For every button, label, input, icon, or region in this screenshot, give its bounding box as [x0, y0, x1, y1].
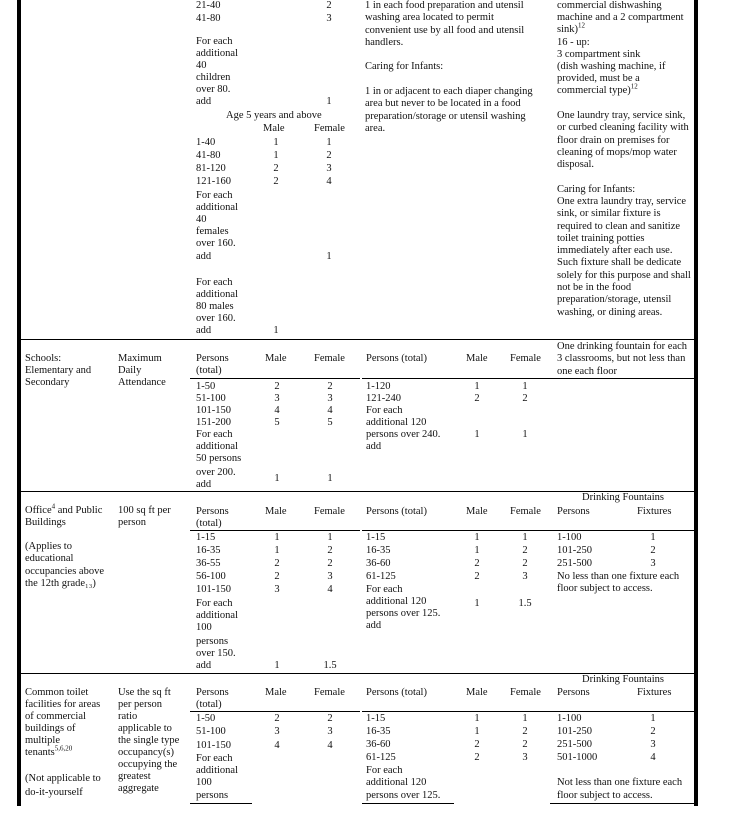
schools-wc-persons-header: Persons [196, 353, 229, 364]
common-lav-range: 1-15 [366, 713, 386, 724]
age5-range: 121-160 [196, 176, 231, 187]
common-lav-header-rule [362, 711, 694, 712]
common-lav-male-header: Male [466, 687, 488, 698]
schools-wc-female: 2 [327, 381, 333, 392]
common-lav-male: 2 [474, 752, 480, 763]
schools-wc-header-rule [190, 378, 360, 379]
schools-lav-additional-female: 1 [522, 429, 528, 440]
office-wc-male: 2 [274, 558, 280, 569]
common-lav-male: 1 [474, 726, 480, 737]
office-lav-additional-female: 1.5 [518, 598, 532, 609]
common-fountain-fixtures: 4 [650, 752, 656, 763]
office-fountain-range: 1-100 [557, 532, 582, 543]
common-fountain-range: 1-100 [557, 713, 582, 724]
office-fountain-range: 101-250 [557, 545, 592, 556]
males-additional-line: add [196, 325, 212, 336]
schools-wc-male: 5 [274, 417, 280, 428]
common-fountain-note: Not less than one fixture each [557, 777, 683, 788]
office-wc-female: 2 [327, 545, 333, 556]
office-wc-additional-line: persons [196, 636, 229, 647]
common-lav-female-header: Female [510, 687, 541, 698]
other-line: sink)$^{12}$ [557, 21, 585, 35]
age5-range: 41-80 [196, 150, 221, 161]
schools-wc-female: 5 [327, 417, 333, 428]
office-lav-female: 1 [522, 532, 528, 543]
common-occupancy-note: (Not applicable to [25, 773, 101, 784]
office-lav-range: 16-35 [366, 545, 391, 556]
schools-lav-persons-header: Persons (total) [366, 353, 427, 364]
schools-occupancy-line: Secondary [25, 377, 70, 388]
females-additional-line: females [196, 226, 229, 237]
females-additional-line: add [196, 251, 212, 262]
office-wc-additional-line: over 150. [196, 648, 236, 659]
common-lav-male: 2 [474, 739, 480, 750]
females-additional-line: additional [196, 202, 238, 213]
age5-male-header: Male [263, 123, 285, 134]
age5-male: 2 [273, 176, 279, 187]
office-wc-range: 36-55 [196, 558, 221, 569]
common-fountain-note: floor subject to access. [557, 790, 653, 801]
common-wc-female: 2 [327, 713, 333, 724]
other-line: 3 compartment sink [557, 49, 641, 60]
office-wc-additional-line: 100 [196, 622, 212, 633]
schools-lav-additional-line: For each [366, 405, 403, 416]
office-lav-male-header: Male [466, 506, 488, 517]
office-occupant-load: 100 sq ft per person [118, 505, 171, 529]
females-additional-line: For each [196, 190, 233, 201]
office-wc-range: 16-35 [196, 545, 221, 556]
schools-occupancy-line: Elementary and [25, 365, 92, 376]
common-wc-female: 4 [327, 740, 333, 751]
office-fountain-fixtures: 1 [650, 532, 656, 543]
children-additional-line: over 80. [196, 84, 231, 95]
common-lav-male: 1 [474, 713, 480, 724]
office-wc-female-header: Female [314, 506, 345, 517]
office-fountain-fixtures: 3 [650, 558, 656, 569]
common-wc-range: 101-150 [196, 740, 231, 751]
common-lav-female: 1 [522, 713, 528, 724]
common-fountain-range: 501-1000 [557, 752, 598, 763]
office-wc-male: 1 [274, 532, 280, 543]
office-fountain-persons-header: Persons [557, 506, 590, 517]
common-occupancy-line: Common toilet [25, 687, 89, 698]
schools-wc-additional-line: 50 persons [196, 453, 242, 464]
other-line: (dish washing machine, if [557, 61, 666, 72]
other-line: machine and a 2 compartment [557, 12, 684, 23]
common-load-line: aggregate [118, 783, 159, 794]
schools-wc-range: 101-150 [196, 405, 231, 416]
office-lav-additional-line: persons over 125. [366, 608, 441, 619]
office-occupancy-title: Office$^4$ and Public Buildings [25, 502, 103, 529]
children-fixture: 3 [326, 13, 332, 24]
common-wc-persons-header: (total) [196, 699, 222, 710]
office-lav-male: 1 [474, 532, 480, 543]
schools-wc-additional-line: additional [196, 441, 238, 452]
schools-wc-additional-female: 1 [327, 473, 333, 484]
office-occupancy-note: (Applies to educational occupancies above the 12th grade₁₃) [25, 541, 105, 589]
office-lav-female: 2 [522, 545, 528, 556]
office-lav-female: 2 [522, 558, 528, 569]
schools-wc-male: 3 [274, 393, 280, 404]
common-lav-female: 3 [522, 752, 528, 763]
females-additional-line: over 160. [196, 238, 236, 249]
other-line: provided, must be a [557, 73, 640, 84]
office-lav-additional-line: add [366, 620, 382, 631]
common-fountain-persons-header: Persons [557, 687, 590, 698]
common-wc-range: 1-50 [196, 713, 216, 724]
females-additional-fixture: 1 [326, 251, 332, 262]
office-lav-male: 2 [474, 558, 480, 569]
schools-lav-additional-male: 1 [474, 429, 480, 440]
office-wc-additional-female: 1.5 [323, 660, 337, 671]
common-wc-additional-line: persons [196, 790, 229, 801]
schools-wc-male: 4 [274, 405, 280, 416]
age5-female: 3 [326, 163, 332, 174]
common-wc-male: 3 [274, 726, 280, 737]
page-bottom-rule [190, 803, 252, 804]
children-range: 41-80 [196, 13, 221, 24]
office-lav-male: 2 [474, 571, 480, 582]
common-lav-additional-line: persons over 125. [366, 790, 441, 801]
office-wc-range: 56-100 [196, 571, 226, 582]
office-wc-range: 1-15 [196, 532, 216, 543]
common-occupancy-note: do-it-yourself [25, 787, 83, 798]
males-additional-fixture: 1 [273, 325, 279, 336]
schools-load-line: Attendance [118, 377, 166, 388]
males-additional-line: 80 males [196, 301, 234, 312]
table-right-border [694, 0, 698, 806]
page-bottom-rule [550, 803, 694, 804]
schools-wc-range: 51-100 [196, 393, 226, 404]
common-wc-male: 4 [274, 740, 280, 751]
males-additional-line: over 160. [196, 313, 236, 324]
schools-wc-additional-line: For each [196, 429, 233, 440]
children-additional-line: For each [196, 36, 233, 47]
common-lav-female: 2 [522, 739, 528, 750]
office-fountain-range: 251-500 [557, 558, 592, 569]
office-wc-additional-male: 1 [274, 660, 280, 671]
other-infants-text: One extra laundry tray, service sink, or similar fixture is required to clean and sanitize toilet training potties immediately after each use. Such fixture shall be dedicate solely for this purpose and shall not be in the food preparation/storage, utensil washing, or dining areas. [557, 196, 691, 318]
schools-wc-female: 4 [327, 405, 333, 416]
office-wc-persons-header: Persons [196, 506, 229, 517]
common-wc-male: 2 [274, 713, 280, 724]
common-wc-range: 51-100 [196, 726, 226, 737]
common-lav-additional-line: For each [366, 765, 403, 776]
common-fountain-fixtures: 3 [650, 739, 656, 750]
common-wc-persons-header: Persons [196, 687, 229, 698]
schools-wc-range: 151-200 [196, 417, 231, 428]
schools-lav-header-rule [362, 378, 694, 379]
lavatory-text-infants: 1 in or adjacent to each diaper changing area but never to be located in a food preparation/storage or utensil washing area. [365, 86, 533, 134]
office-lav-additional-line: For each [366, 584, 403, 595]
common-lav-range: 36-60 [366, 739, 391, 750]
common-load-line: occupancy(s) [118, 747, 174, 758]
schools-wc-additional-male: 1 [274, 473, 280, 484]
schools-occupancy-line: Schools: [25, 353, 62, 364]
page-bottom-rule [362, 803, 454, 804]
office-lav-additional-line: additional 120 [366, 596, 427, 607]
age5-title: Age 5 years and above [226, 110, 322, 121]
age5-range: 1-40 [196, 137, 216, 148]
schools-lav-range: 121-240 [366, 393, 401, 404]
children-additional-line: add [196, 96, 212, 107]
males-additional-line: additional [196, 289, 238, 300]
common-occupancy-line: buildings of [25, 723, 76, 734]
age5-range: 81-120 [196, 163, 226, 174]
other-line: commercial type)$^{12}$ [557, 82, 638, 96]
children-additional-fixture: 1 [326, 96, 332, 107]
schools-wc-range: 1-50 [196, 381, 216, 392]
common-wc-additional-line: additional [196, 765, 238, 776]
office-wc-female: 4 [327, 584, 333, 595]
schools-lav-female: 2 [522, 393, 528, 404]
schools-lav-additional-line: persons over 240. [366, 429, 441, 440]
office-wc-female: 3 [327, 571, 333, 582]
common-fountain-fixtures: 2 [650, 726, 656, 737]
common-lav-additional-line: additional 120 [366, 777, 427, 788]
other-laundry-text: One laundry tray, service sink, or curbed cleaning facility with floor drain on premises for cleaning of mops/mop water disposal. [557, 110, 689, 171]
schools-lav-additional-line: additional 120 [366, 417, 427, 428]
age5-female: 2 [326, 150, 332, 161]
age5-male: 1 [273, 150, 279, 161]
schools-lav-range: 1-120 [366, 381, 391, 392]
schools-lav-male-header: Male [466, 353, 488, 364]
common-occupancy-line: facilities for areas [25, 699, 101, 710]
schools-load-line: Maximum [118, 353, 162, 364]
common-wc-male-header: Male [265, 687, 287, 698]
office-wc-male: 2 [274, 571, 280, 582]
schools-lav-female-header: Female [510, 353, 541, 364]
office-lav-range: 36-60 [366, 558, 391, 569]
office-wc-female: 1 [327, 532, 333, 543]
common-occupancy-line: of commercial [25, 711, 86, 722]
office-lav-header-rule [362, 530, 694, 531]
schools-fountain-text: One drinking fountain for each 3 classrooms, but not less than one each floor [557, 341, 688, 377]
common-fountain-range: 251-500 [557, 739, 592, 750]
office-wc-header-rule [190, 530, 360, 531]
common-occupancy-line: tenants$^{5,6,20}$ [25, 744, 73, 758]
age5-male: 1 [273, 137, 279, 148]
office-wc-female: 2 [327, 558, 333, 569]
females-additional-line: 40 [196, 214, 207, 225]
common-wc-female-header: Female [314, 687, 345, 698]
schools-lav-male: 1 [474, 381, 480, 392]
males-additional-line: For each [196, 277, 233, 288]
common-fountain-range: 101-250 [557, 726, 592, 737]
schools-lav-male: 2 [474, 393, 480, 404]
lavatory-infants-title: Caring for Infants: [365, 61, 444, 72]
schools-wc-female-header: Female [314, 353, 345, 364]
common-lav-persons-header: Persons (total) [366, 687, 427, 698]
common-lav-range: 16-35 [366, 726, 391, 737]
schools-wc-male-header: Male [265, 353, 287, 364]
schools-wc-additional-line: over 200. [196, 467, 236, 478]
office-fountain-title: Drinking Fountains [582, 492, 664, 503]
office-lav-female: 3 [522, 571, 528, 582]
common-fountain-fixtures: 1 [650, 713, 656, 724]
office-wc-additional-line: add [196, 660, 212, 671]
age5-female-header: Female [314, 123, 345, 134]
office-lav-range: 1-15 [366, 532, 386, 543]
schools-load-line: Daily [118, 365, 142, 376]
common-load-line: the single type [118, 735, 180, 746]
other-infants-title: Caring for Infants: [557, 184, 636, 195]
office-lav-additional-male: 1 [474, 598, 480, 609]
common-load-line: Use the sq ft [118, 687, 171, 698]
table-left-border [17, 0, 21, 806]
lavatory-text-1: 1 in each food preparation and utensil washing area located to permit convenient use by all food and utensil handlers. [365, 0, 525, 48]
common-load-line: per person [118, 699, 163, 710]
children-additional-line: additional [196, 48, 238, 59]
office-fountain-fixtures: 2 [650, 545, 656, 556]
office-fountain-note: No less than one fixture each floor subject to access. [557, 571, 680, 595]
common-wc-additional-line: For each [196, 753, 233, 764]
office-lav-female-header: Female [510, 506, 541, 517]
common-fountain-title: Drinking Fountains [582, 674, 664, 685]
schools-wc-male: 2 [274, 381, 280, 392]
office-lav-persons-header: Persons (total) [366, 506, 427, 517]
office-wc-additional-line: For each [196, 598, 233, 609]
children-additional-line: 40 [196, 60, 207, 71]
schools-lav-additional-line: add [366, 441, 382, 452]
children-range: 21-40 [196, 0, 221, 11]
office-fountain-fixtures-header: Fixtures [637, 506, 672, 517]
schools-wc-additional-line: add [196, 479, 212, 490]
common-lav-range: 61-125 [366, 752, 396, 763]
office-lav-male: 1 [474, 545, 480, 556]
office-wc-male-header: Male [265, 506, 287, 517]
common-fountain-fixtures-header: Fixtures [637, 687, 672, 698]
schools-wc-female: 3 [327, 393, 333, 404]
common-occupancy-line: multiple [25, 735, 60, 746]
schools-wc-persons-header: (total) [196, 365, 222, 376]
age5-female: 4 [326, 176, 332, 187]
common-lav-female: 2 [522, 726, 528, 737]
office-wc-persons-header: (total) [196, 518, 222, 529]
office-lav-range: 61-125 [366, 571, 396, 582]
age5-male: 2 [273, 163, 279, 174]
common-wc-female: 3 [327, 726, 333, 737]
office-wc-additional-line: additional [196, 610, 238, 621]
children-fixture: 2 [326, 0, 332, 11]
office-wc-male: 3 [274, 584, 280, 595]
common-load-line: occupying the [118, 759, 178, 770]
row-divider [21, 339, 694, 340]
children-additional-line: children [196, 72, 231, 83]
common-load-line: greatest [118, 771, 151, 782]
common-load-line: ratio [118, 711, 138, 722]
other-line: commercial dishwashing [557, 0, 662, 11]
age5-female: 1 [326, 137, 332, 148]
office-wc-range: 101-150 [196, 584, 231, 595]
common-wc-additional-line: 100 [196, 777, 212, 788]
schools-lav-female: 1 [522, 381, 528, 392]
common-wc-header-rule [190, 711, 360, 712]
office-wc-male: 1 [274, 545, 280, 556]
other-line: 16 - up: [557, 37, 590, 48]
common-load-line: applicable to [118, 723, 172, 734]
